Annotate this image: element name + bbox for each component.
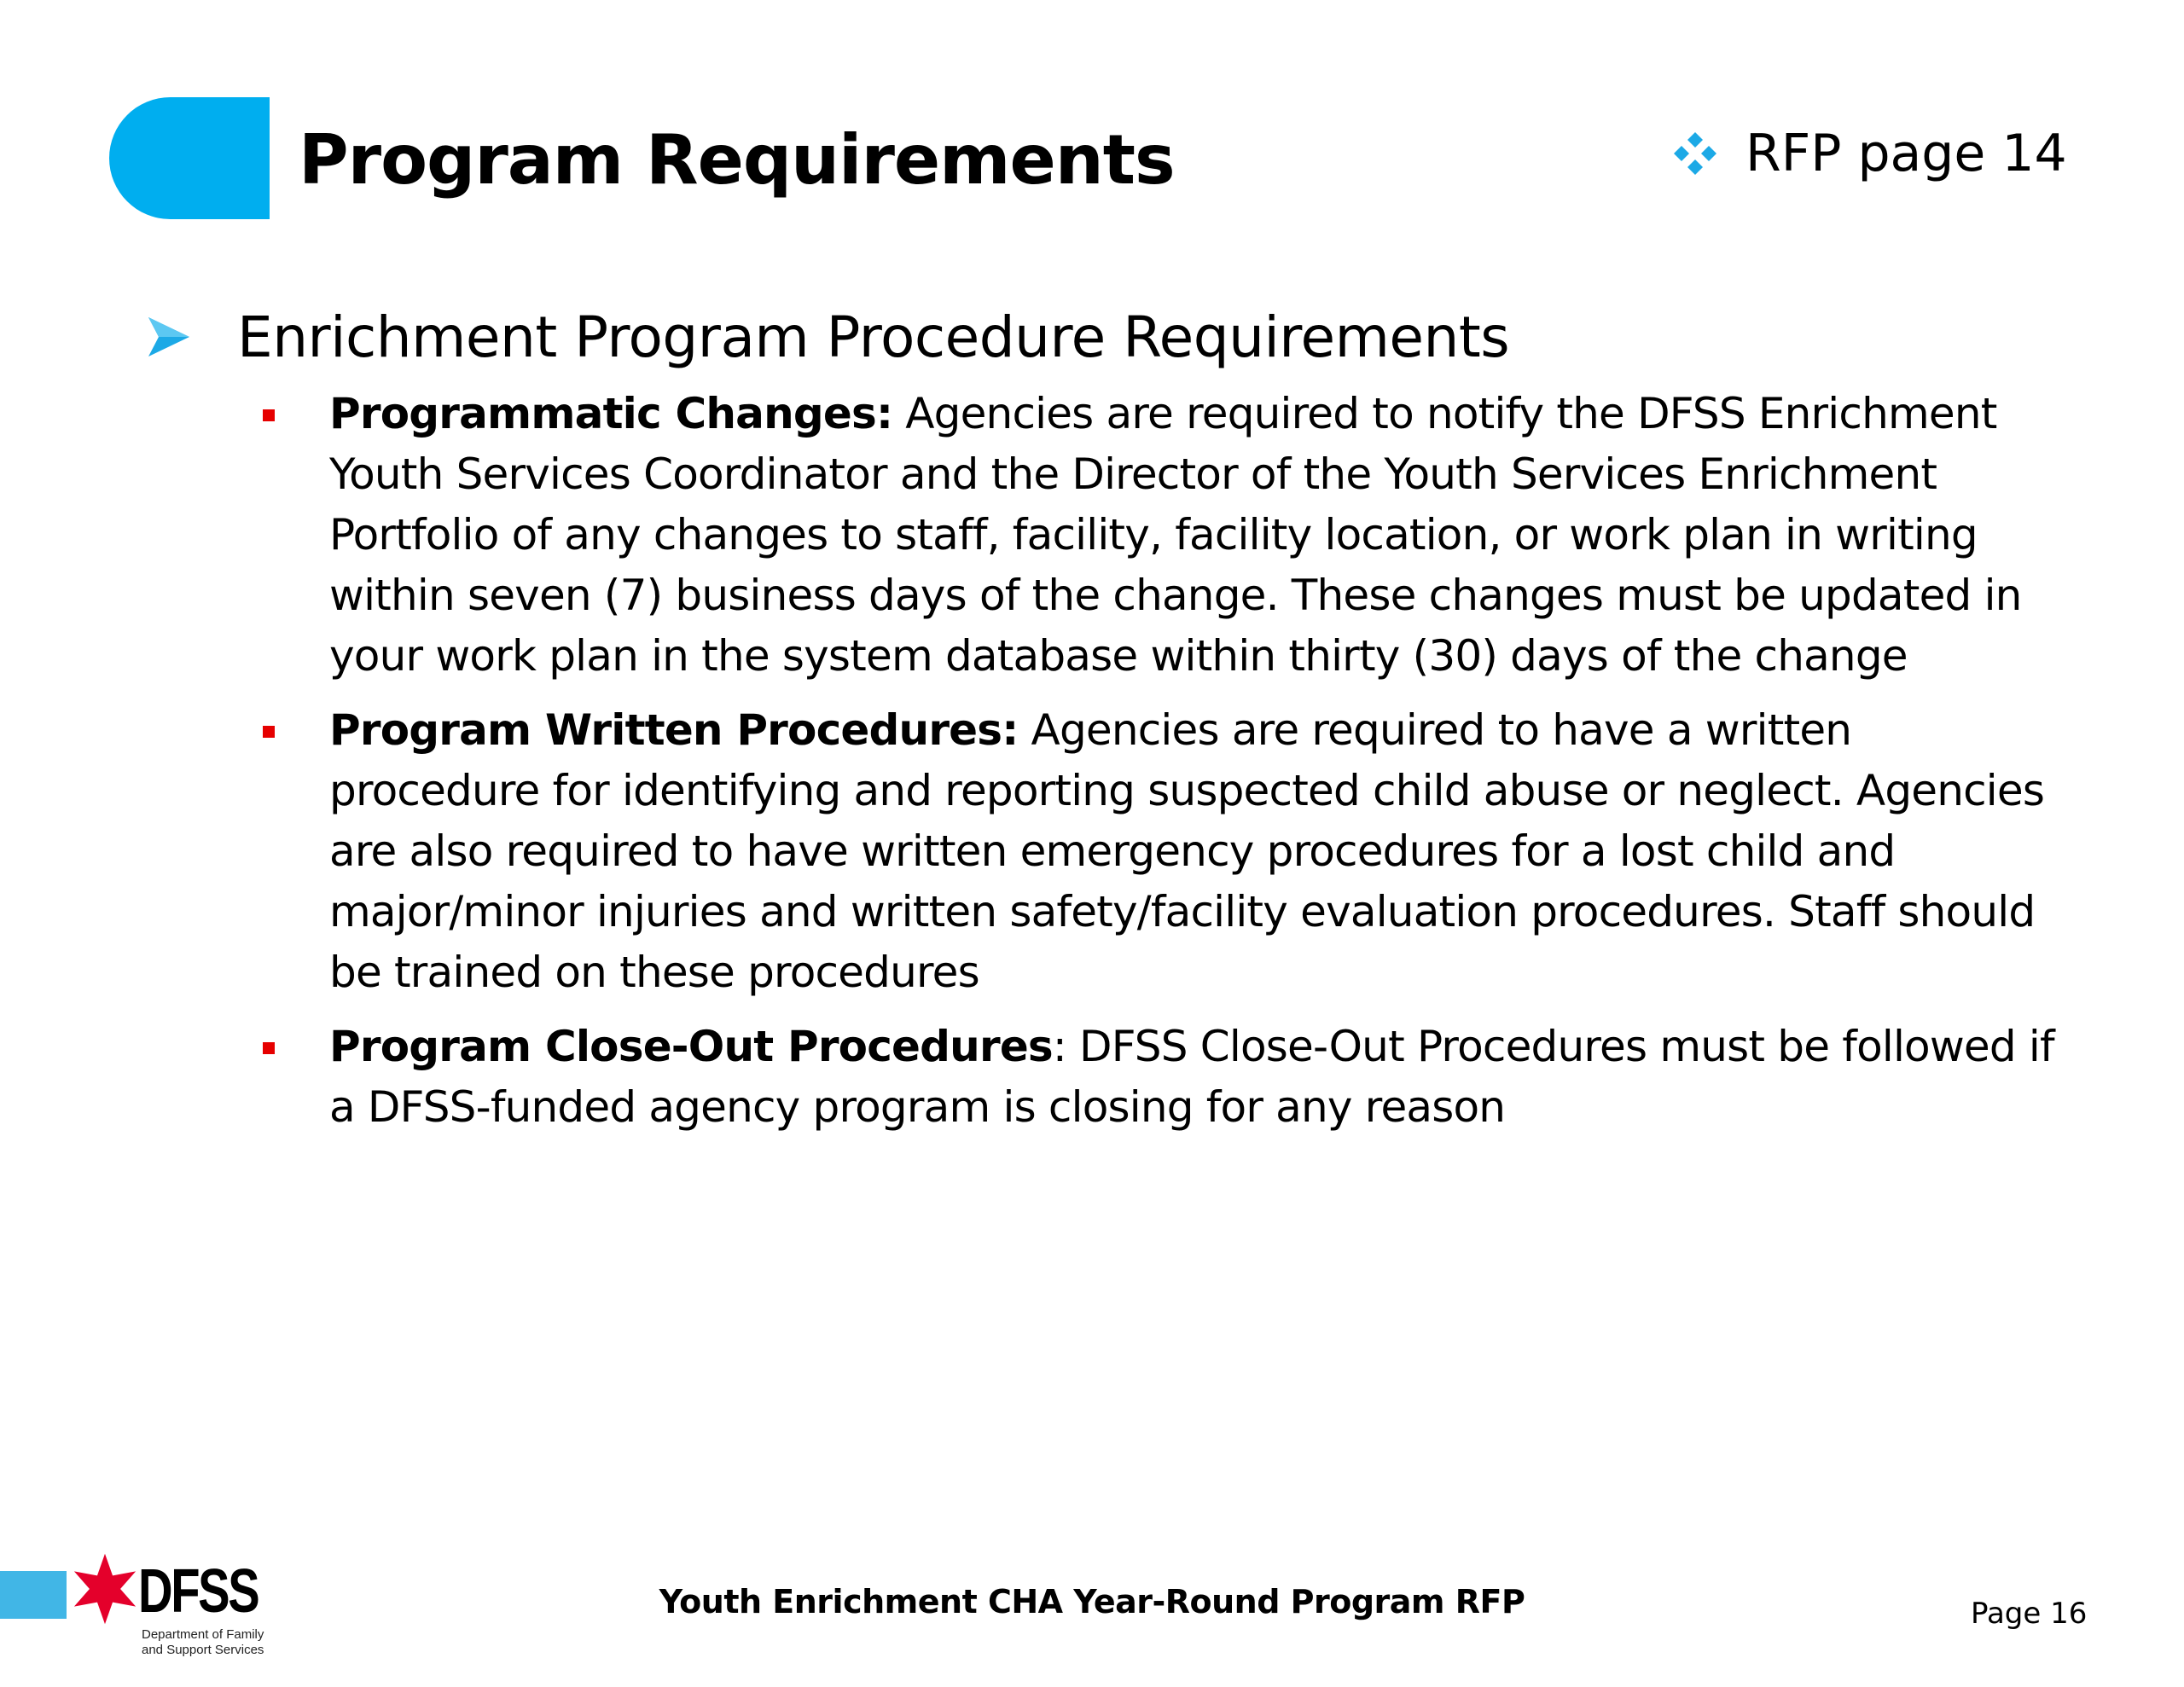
arrow-bullet-icon	[145, 314, 191, 360]
list-item	[145, 1017, 2065, 1138]
title-accent-tab	[109, 97, 270, 219]
rfp-reference-text: RFP page 14	[1745, 124, 2067, 183]
section-heading: Enrichment Program Procedure Requirements	[237, 304, 1510, 370]
main-content	[145, 299, 2065, 1151]
square-bullet-icon	[263, 409, 275, 421]
square-bullet-icon	[263, 726, 275, 738]
logo-subtitle-line: and Support Services	[142, 1643, 264, 1657]
list-item-body: Agencies are required to notify the DFSS Enrichment Youth Services Coordinator and the Director of the Youth Services Enrichment Portfolio of any changes to staff, facility, facility location, or work plan in writing within seven (7) business days of the change. These changes must be updated in your work plan in the system database within thirty (30) days of the change	[329, 389, 2022, 681]
list-item-label: Program Close-Out Procedures	[329, 1022, 1053, 1071]
requirements-list	[145, 384, 2065, 1138]
section-heading-row	[145, 299, 2065, 375]
logo-subtitle-line: Department of Family	[142, 1627, 264, 1642]
list-item-text	[329, 384, 2065, 687]
logo-name: DFSS	[138, 1557, 258, 1626]
square-bullet-icon	[263, 1042, 275, 1054]
list-item-body: : DFSS Close-Out Procedures must be followed if a DFSS-funded agency program is closing for any reason	[329, 1022, 2054, 1132]
list-item-label: Programmatic Changes:	[329, 389, 893, 438]
list-item	[145, 384, 2065, 687]
page-title: Program Requirements	[299, 120, 1175, 200]
list-item-label: Program Written Procedures:	[329, 705, 1019, 755]
diamond-bullet-icon	[1672, 130, 1718, 177]
rfp-reference	[1672, 119, 2067, 188]
list-item-text	[329, 1017, 2065, 1138]
page-number: Page 16	[1971, 1597, 2088, 1631]
list-item	[145, 700, 2065, 1003]
footer-title: Youth Enrichment CHA Year-Round Program RFP	[659, 1583, 1525, 1620]
logo-subtitle	[142, 1627, 278, 1658]
list-item-body: Agencies are required to have a written procedure for identifying and reporting suspected child abuse or neglect. Agencies are also required to have written emergency procedures for a lost child and major/minor injuries and written safety/facility evaluation procedures. Staff should be trained on these procedures	[329, 705, 2045, 997]
list-item-text	[329, 700, 2065, 1003]
